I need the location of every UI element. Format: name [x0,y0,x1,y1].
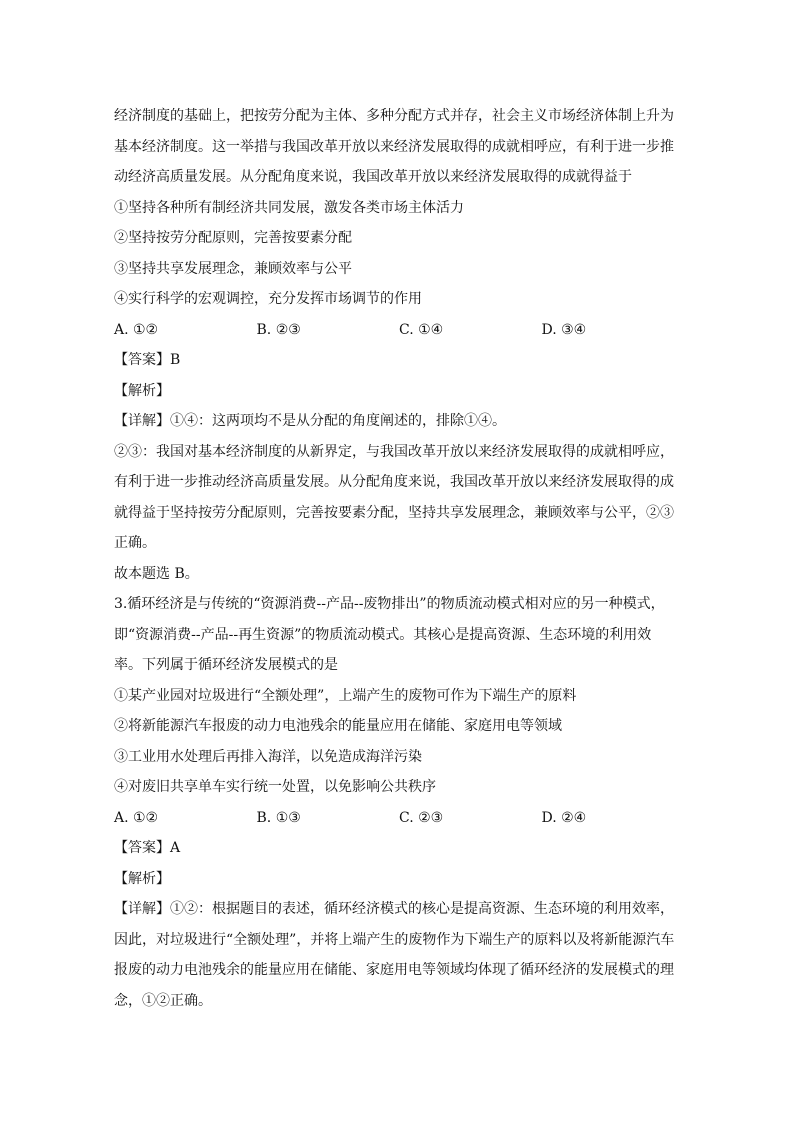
statement-3: ③坚持共享发展理念，兼顾效率与公平 [114,260,352,277]
option-d: D. ②④ [541,809,587,826]
document-page [114,101,684,1016]
statement-4: ④对废旧共享单车实行统一处置，以免影响公共秩序 [114,779,436,795]
question-stem-line: 基本经济制度。这一举措与我国改革开放以来经济发展取得的成就相呼应，有利于进一步推 [114,138,674,155]
answer-options [114,803,684,834]
answer-line: 【答案】B [114,352,181,368]
analysis-label: 【解析】 [114,870,170,887]
statement-3: ③工业用水处理后再排入海洋，以免造成海洋污染 [114,748,422,765]
option-a: A. ①② [114,809,159,826]
detail-line: 【详解】①②：根据题目的表述，循环经济模式的核心是提高资源、生态环境的利用效率， [114,901,674,917]
statement-1: ①坚持各种所有制经济共同发展，激发各类市场主体活力 [114,199,464,216]
answer-options [114,315,684,346]
detail-line: 正确。 [114,535,156,551]
detail-line: 有利于进一步推动经济高质量发展。从分配角度来说，我国改革开放以来经济发展取得的成 [114,474,674,490]
question-2-section [114,101,684,589]
option-d: D. ③④ [541,321,587,338]
answer-line: 【答案】A [114,840,181,856]
statement-1: ①某产业园对垃圾进行“全额处理”，上端产生的废物可作为下端生产的原料 [114,687,577,704]
detail-line: 就得益于坚持按劳分配原则，完善按要素分配，坚持共享发展理念，兼顾效率与公平，②③ [114,504,674,521]
option-c: C. ②③ [399,809,444,826]
statement-4: ④实行科学的宏观调控，充分发挥市场调节的作用 [114,291,422,307]
detail-line: 念，①②正确。 [114,992,212,1009]
option-a: A. ①② [114,321,159,338]
question-stem-line: 率。下列属于循环经济发展模式的是 [114,657,338,673]
detail-line: 因此，对垃圾进行“全额处理”，并将上端产生的废物作为下端生产的原料以及将新能源汽车 [114,931,675,948]
question-3-section [114,589,684,1016]
conclusion-line: 故本题选 B。 [114,565,199,582]
detail-line: 报废的动力电池残余的能量应用在储能、家庭用电等领域均体现了循环经济的发展模式的理 [114,962,674,978]
question-stem-line: 即“资源消费--产品--再生资源”的物质流动模式。其核心是提高资源、生态环境的利用效 [114,626,652,643]
detail-line: ②③：我国对基本经济制度的从新界定，与我国改革开放以来经济发展取得的成就相呼应， [114,443,674,460]
analysis-label: 【解析】 [114,382,170,399]
option-b: B. ②③ [256,321,301,338]
statement-2: ②将新能源汽车报废的动力电池残余的能量应用在储能、家庭用电等领域 [114,718,562,734]
question-stem-line: 经济制度的基础上，把按劳分配为主体、多种分配方式并存，社会主义市场经济体制上升为 [114,108,674,124]
option-c: C. ①④ [399,321,444,338]
statement-2: ②坚持按劳分配原则，完善按要素分配 [114,230,352,246]
option-b: B. ①③ [256,809,301,826]
question-stem-line: 3.循环经济是与传统的“资源消费--产品--废物排出”的物质流动模式相对应的另一种模式， [114,596,665,612]
detail-line: 【详解】①④：这两项均不是从分配的角度阐述的，排除①④。 [114,413,506,429]
question-stem-line: 动经济高质量发展。从分配角度来说，我国改革开放以来经济发展取得的成就得益于 [114,169,632,185]
